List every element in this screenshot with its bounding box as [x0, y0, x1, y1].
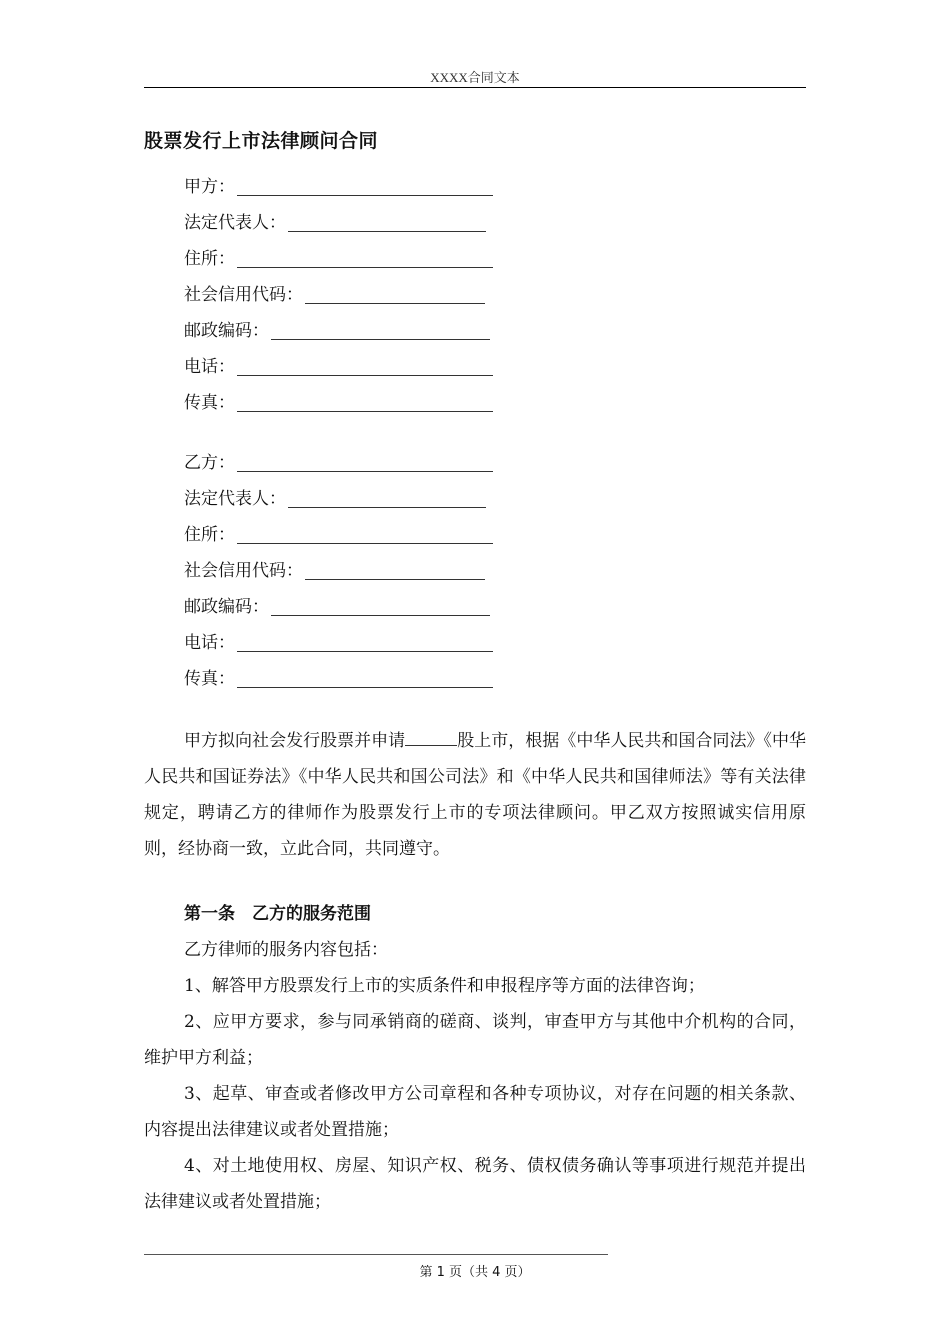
header-divider — [144, 87, 806, 88]
field-label: 邮政编码： — [184, 597, 269, 617]
party-a-name-field — [184, 176, 514, 212]
party-b-fax-field — [184, 668, 514, 704]
party-a-credit-code-field — [184, 284, 514, 320]
fill-in-blank[interactable] — [271, 596, 490, 616]
party-a-address-field — [184, 248, 514, 284]
fill-in-blank[interactable] — [288, 488, 486, 508]
intro-text-end: 股上市，根据《中华人民共和国合同法》《中华人民共和国证券法》《中华人民共和国公司法》和《中华人民共和国律师法》等有关法律规定，聘请乙方的律师作为股票发行上市的专项法律顾问。甲乙双方按照诚实信用原则，经协商一致，立此合同，共同遵守。 — [144, 731, 807, 859]
field-label: 电话： — [184, 633, 235, 653]
party-b-phone-field — [184, 632, 514, 668]
fill-in-blank[interactable] — [237, 452, 493, 472]
fill-in-blank[interactable] — [237, 524, 493, 544]
page-number: 第 1 页（共 4 页） — [419, 1265, 531, 1280]
party-b-postcode-field — [184, 596, 514, 632]
party-a-phone-field — [184, 356, 514, 392]
article-1-item: 3、起草、审查或者修改甲方公司章程和各种专项协议，对存在问题的相关条款、内容提出法律建议或者处置措施； — [144, 1084, 806, 1140]
article-1-paragraph: 乙方律师的服务内容包括： — [184, 940, 388, 960]
intro-text-start: 甲方拟向社会发行股票并申请 — [184, 731, 406, 751]
fill-in-blank[interactable] — [237, 392, 493, 412]
field-label: 社会信用代码： — [184, 285, 303, 305]
fill-in-blank[interactable] — [237, 356, 493, 376]
document-title: 股票发行上市法律顾问合同 — [144, 130, 379, 152]
party-a-block — [184, 176, 514, 428]
field-label: 邮政编码： — [184, 321, 269, 341]
field-label: 社会信用代码： — [184, 561, 303, 581]
field-label: 住所： — [184, 249, 235, 269]
fill-in-blank[interactable] — [271, 320, 490, 340]
article-1-heading: 第一条 乙方的服务范围 — [184, 904, 371, 924]
fill-in-blank[interactable] — [305, 284, 485, 304]
fill-in-blank[interactable] — [288, 212, 486, 232]
party-a-legal-rep-field — [184, 212, 514, 248]
field-label: 传真： — [184, 669, 235, 689]
footer-divider — [144, 1254, 608, 1255]
field-label: 乙方： — [184, 453, 235, 473]
field-label: 法定代表人： — [184, 489, 286, 509]
field-label: 传真： — [184, 393, 235, 413]
page-header-title: XXXX合同文本 — [430, 70, 520, 85]
fill-in-blank[interactable] — [237, 668, 493, 688]
party-b-legal-rep-field — [184, 488, 514, 524]
fill-in-blank[interactable] — [237, 632, 493, 652]
article-1-item: 4、对土地使用权、房屋、知识产权、税务、债权债务确认等事项进行规范并提出法律建议或者处置措施； — [144, 1156, 806, 1212]
party-a-fax-field — [184, 392, 514, 428]
article-1-item: 2、应甲方要求，参与同承销商的磋商、谈判，审查甲方与其他中介机构的合同，维护甲方利益； — [144, 1012, 806, 1068]
party-b-name-field — [184, 452, 514, 488]
fill-in-blank[interactable] — [305, 560, 485, 580]
field-label: 住所： — [184, 525, 235, 545]
article-1-item: 1、解答甲方股票发行上市的实质条件和申报程序等方面的法律咨询； — [184, 976, 705, 996]
party-a-postcode-field — [184, 320, 514, 356]
party-b-credit-code-field — [184, 560, 514, 596]
intro-paragraph — [144, 723, 806, 867]
party-b-block — [184, 452, 514, 704]
field-label: 电话： — [184, 357, 235, 377]
party-b-address-field — [184, 524, 514, 560]
fill-in-blank[interactable] — [237, 176, 493, 196]
fill-in-blank[interactable] — [237, 248, 493, 268]
field-label: 法定代表人： — [184, 213, 286, 233]
field-label: 甲方： — [184, 177, 235, 197]
share-type-blank[interactable] — [405, 727, 457, 746]
